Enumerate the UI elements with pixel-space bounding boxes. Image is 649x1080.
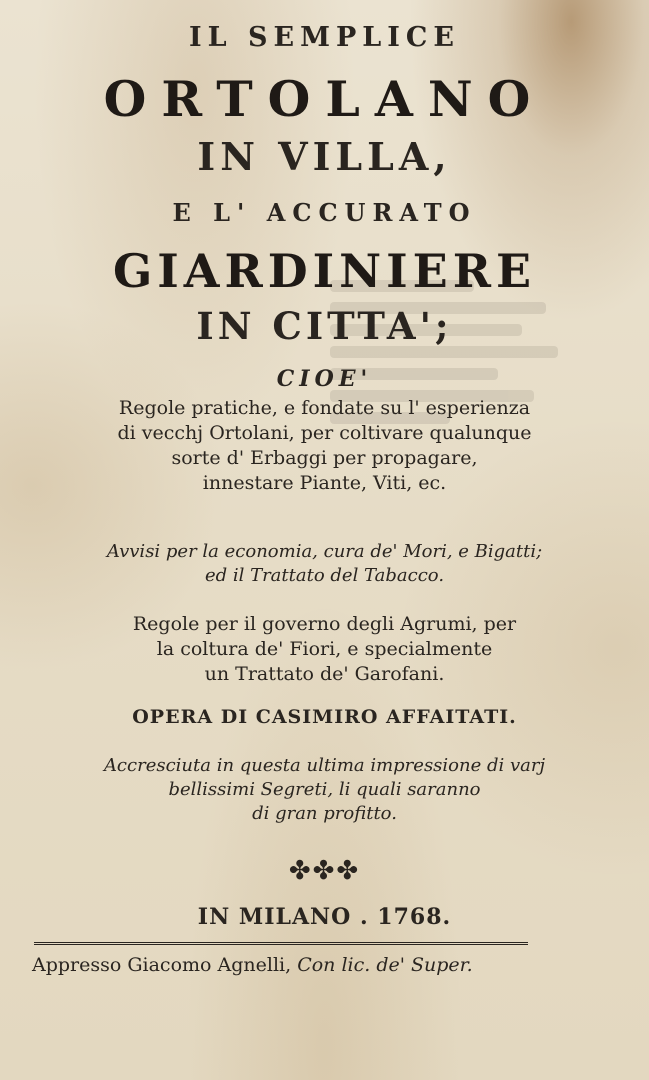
cioe-heading: CIOE': [276, 366, 373, 392]
para2-line: Avvisi per la economia, cura de' Mori, e Bigatti;: [106, 541, 543, 562]
paragraph-accresciuta: [0, 754, 649, 826]
imprint-license: Con lic. de' Super.: [297, 954, 473, 976]
author-line: OPERA DI CASIMIRO AFFAITATI.: [132, 706, 517, 728]
paragraph-avvisi: [0, 540, 649, 588]
para4-line: Accresciuta in questa ultima impressione di varj: [103, 755, 546, 776]
paragraph-agrumi: [0, 612, 649, 687]
title-line-2: ORTOLANO: [103, 70, 546, 128]
title-line-5: GIARDINIERE: [112, 244, 537, 298]
printer-ornament-icon: ✤✤✤: [288, 856, 361, 886]
para3-line: un Trattato de' Garofani.: [204, 663, 445, 685]
divider-rule: [34, 942, 528, 945]
title-line-1: IL SEMPLICE: [189, 22, 460, 53]
para1-line: Regole pratiche, e fondate su l' esperienza: [118, 397, 531, 419]
para4-line: bellissimi Segreti, li quali saranno: [168, 779, 481, 800]
title-line-4: E L' ACCURATO: [172, 198, 477, 227]
para1-line: sorte d' Erbaggi per propagare,: [171, 447, 478, 469]
para2-line: ed il Trattato del Tabacco.: [204, 565, 445, 586]
para1-line: di vecchj Ortolani, per coltivare qualunque: [117, 422, 532, 444]
para1-line: innestare Piante, Viti, ec.: [202, 472, 447, 494]
imprint-line: [32, 954, 532, 976]
para3-line: la coltura de' Fiori, e specialmente: [156, 638, 493, 660]
paragraph-regole-pratiche: [0, 396, 649, 496]
para3-line: Regole per il governo degli Agrumi, per: [132, 613, 517, 635]
place-and-year: IN MILANO . 1768.: [197, 904, 452, 930]
imprint-publisher: Appresso Giacomo Agnelli,: [32, 954, 298, 976]
title-line-6: IN CITTA';: [196, 304, 453, 348]
title-line-3: IN VILLA,: [197, 134, 452, 179]
para4-line: di gran profitto.: [252, 803, 397, 824]
